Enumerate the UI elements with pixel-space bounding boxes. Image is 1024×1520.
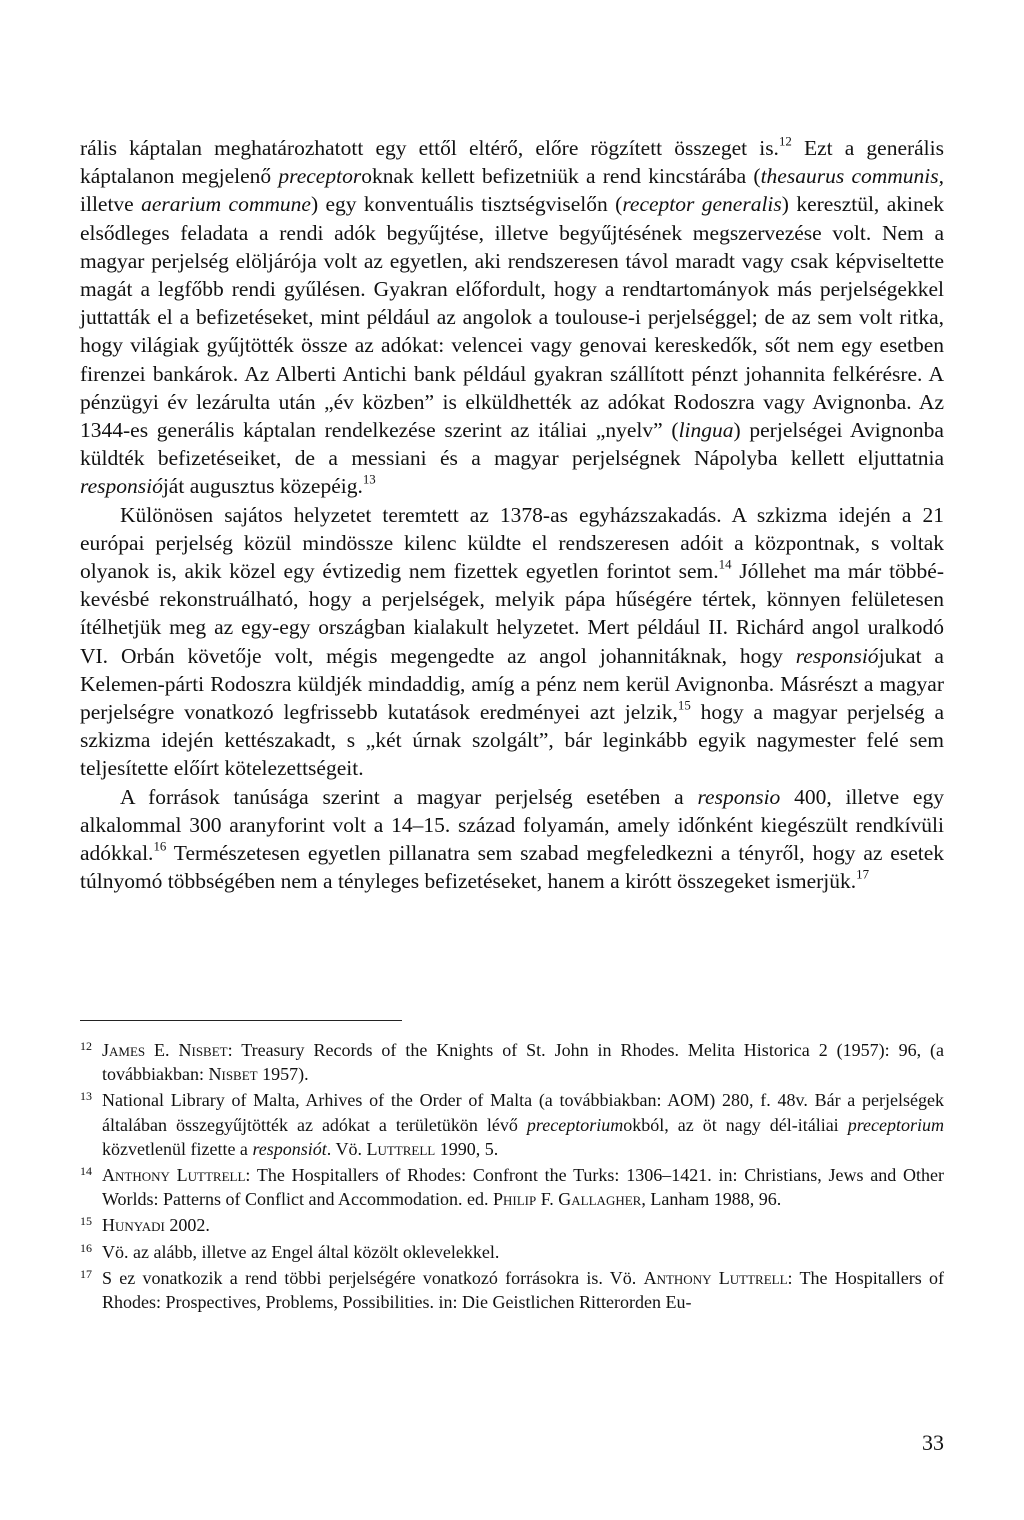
text-run: ját augusztus közepéig. [162, 474, 363, 499]
author-name: Philip F. Gallagher [492, 1189, 642, 1210]
italic-term: thesaurus communis, [760, 164, 945, 189]
paragraph-3 [80, 783, 944, 896]
italic-term: receptor generalis [622, 192, 782, 217]
footnote-number: 16 [80, 1240, 92, 1255]
footnote-text: okból, az öt nagy dél-itáliai [623, 1114, 848, 1135]
text-run: rális káptalan meghatározhatott egy ettől eltérő, előre rögzített összeget is. [80, 136, 779, 160]
text-run: Természetesen egyetlen pillanatra sem szabad megfeledkezni a tényről, hogy az esetek túlnyomó többségében nem a tényleges befizetéseket, hanem a kirótt összegeket ismerjük. [80, 841, 944, 894]
main-text [80, 134, 944, 895]
footnote-ref-15[interactable]: 15 [677, 698, 691, 713]
text-run: oknak kellett befizetniük a rend kincstárába ( [361, 164, 761, 189]
italic-term: preceptorium [847, 1114, 945, 1135]
page-number: 33 [922, 1430, 944, 1455]
footnote-number: 14 [80, 1164, 92, 1179]
text-run: Különösen sajátos helyzetet teremtett az 1378-as egyházszakadás. A szkizma idején a 21 európai perjelség közül mindössze kilenc küldte el rendszeresen adóit a központnak, s voltak olyanok is, akik közel egy évtizedig nem fizettek egyetlen forintot sem. [80, 502, 944, 584]
author-name: Hunyadi [102, 1215, 165, 1236]
footnote-text: : The Hospitallers of Rhodes: Confront the Turks: 1306–1421. in: Christians, Jews and Other Worlds: Patterns of Conflict and Accommodation. ed. [102, 1165, 944, 1210]
text-run: jukat a Kelemen-párti Rodoszra küldjék mindaddig, amíg a pénz nem kerül Avignonba. Másrészt a magyar perjelségre vonatkozó legfrissebb kutatások eredményei azt jelzik, [80, 643, 944, 725]
text-run: A források tanúsága szerint a magyar perjelség esetében a [120, 784, 698, 809]
italic-term: preceptorium [526, 1114, 624, 1135]
italic-term: aerarium commune [141, 192, 311, 217]
footnote-12 [80, 1038, 944, 1086]
text-run: ) egy konventuális tisztségviselőn ( [310, 192, 623, 217]
footnote-13 [80, 1088, 944, 1161]
italic-term: responsiót [252, 1138, 327, 1159]
footnote-text: S ez vonatkozik a rend többi perjelségére vonatkozó forrásokra is. Vö. [102, 1267, 644, 1288]
text-run: ) perjelségei Avignonba küldték befizetéseiket, de a messiani és a magyar perjelségnek Nápolyba kellett eljuttatnia [80, 418, 944, 471]
italic-term: responsió [795, 643, 879, 668]
footnote-text: : Treasury Records of the Knights of St. John in Rhodes. Melita Historica 2 (1957): 96, (a továbbiakban: [102, 1040, 945, 1085]
footnote-ref-14[interactable]: 14 [718, 557, 732, 572]
footnote-text: : The Hospitallers of Rhodes: Prospectives, Problems, Possibilities. in: Die Geistlichen Ritterorden Eu- [102, 1267, 944, 1313]
text-run: hogy a magyar perjelség a szkizma idején kettészakadt, s „két úrnak szolgált”, bár leginkább egyik nagymester felé sem teljesítette előírt kötelezettségeit. [80, 700, 944, 781]
italic-term: responsió [80, 474, 163, 499]
italic-term: responsio [697, 784, 781, 809]
footnote-text: közvetlenül fizette a [102, 1138, 253, 1159]
footnote-ref-17[interactable]: 17 [856, 867, 870, 882]
footnote-16 [80, 1240, 944, 1264]
text-run: 400, illetve egy alkalommal 300 aranyforint volt a 14–15. század folyamán, amely időnként kiegészült rendkívüli adókkal. [80, 784, 944, 866]
footnote-ref-12[interactable]: 12 [778, 134, 792, 149]
footnote-text: National Library of Malta, Arhives of the Order of Malta (a továbbiakban: AOM) 280, f. 48v. Bár a perjelségek általában összegyűjtötték az adókat a területükön lévő [102, 1090, 944, 1135]
footnote-17 [80, 1266, 944, 1314]
footnote-ref-16[interactable]: 16 [153, 839, 167, 854]
footnotes [80, 1036, 944, 1314]
footnote-text: 1990, 5. [435, 1138, 499, 1159]
footnote-15 [80, 1213, 944, 1237]
footnote-text: Vö. az alább, illetve az Engel által közölt oklevelekkel. [102, 1241, 500, 1262]
footnote-divider [80, 1020, 402, 1021]
paragraph-1 [80, 134, 944, 501]
footnote-14 [80, 1163, 944, 1211]
text-run: illetve [80, 192, 142, 217]
footnote-text: 2002. [164, 1215, 210, 1236]
footnote-text: , Lanham 1988, 96. [641, 1189, 782, 1210]
footnote-number: 15 [80, 1214, 92, 1229]
text-run: Ezt a generális káptalanon megjelenő [80, 136, 944, 189]
author-name: Luttrell [366, 1138, 436, 1159]
paragraph-2 [80, 501, 944, 783]
footnote-ref-13[interactable]: 13 [362, 472, 376, 487]
footnote-number: 13 [80, 1089, 92, 1104]
author-name: Nisbet [208, 1064, 258, 1085]
author-name: James E. Nisbet [102, 1040, 228, 1060]
text-run: ) keresztül, akinek elsődleges feladata a rendi adók begyűjtése, illetve begyűjtésének megszervezése volt. Nem a magyar perjelség elöljárója volt az egyetlen, aki rendszeresen távol maradt vagy csak képviseltette magát a legfőbb rendi gyűlésen. Gyakran előfordult, hogy a rendtartományok más perjelségekkel juttatták el a befizetéseket, mint például az angolok a toulouse-i perjelséggel; de az sem volt ritka, hogy világiak gyűjtötték össze az adókat: velencei vagy genovai kereskedők, sőt nem egy esetben firenzei bankárok. Az Alberti Antichi bank például gyakran szállított pénzt johannita felkérésre. A pénzügyi év lezárulta után „év közben” is elküldhették az adókat Rodoszra vagy Avignonba. Az 1344-es generális káptalan rendelkezése szerint az itáliai „nyelv” ( [80, 192, 945, 443]
author-name: Anthony Luttrell [102, 1165, 246, 1186]
footnote-number: 17 [80, 1266, 92, 1281]
italic-term: preceptor [278, 164, 362, 189]
footnote-number: 12 [80, 1039, 92, 1053]
author-name: Anthony Luttrell [643, 1267, 788, 1288]
text-run: Jóllehet ma már többé-kevésbé rekonstruálható, hogy a perjelségek, melyik pápa hűségére tértek, könnyen felületesen ítélhetjük meg az egy-egy országban kialakult helyzetet. Mert például II. Richárd angol uralkodó VI. Orbán követője volt, mégis megengedte az angol johannitáknak, hogy [80, 559, 944, 668]
footnote-text: . Vö. [326, 1138, 367, 1159]
italic-term: lingua [678, 418, 734, 443]
footnote-text: 1957). [257, 1064, 309, 1085]
